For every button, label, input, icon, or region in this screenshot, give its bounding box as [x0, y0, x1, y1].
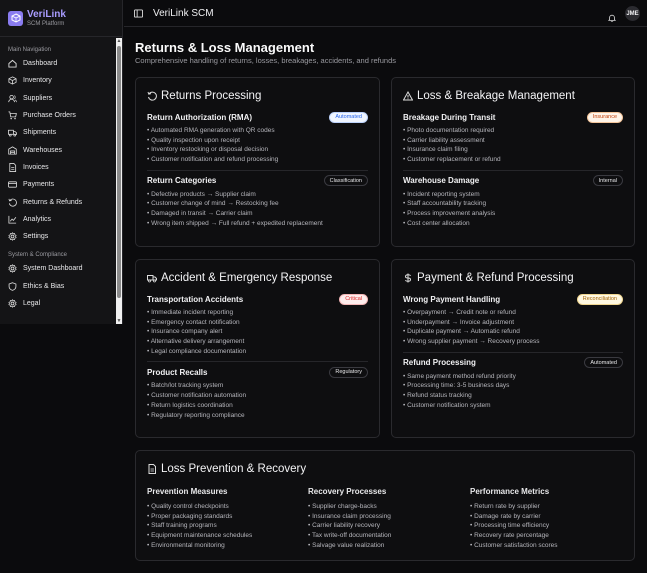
card-title: Loss & Breakage Management [417, 90, 575, 102]
column-title: Recovery Processes [308, 487, 387, 496]
nav-item-label: Settings [23, 233, 49, 241]
list-item: • Proper packaging standards [147, 512, 233, 520]
sidebar-item-warehouses[interactable] [0, 141, 122, 158]
nav-item-label: Shipments [23, 129, 57, 137]
section-title: Breakage During Transit [403, 112, 496, 122]
home-icon [8, 59, 17, 68]
truck-icon [147, 273, 157, 283]
list-item: • Underpayment → Invoice adjustment [403, 318, 515, 326]
list-item: • Cost center allocation [403, 219, 470, 227]
topbar [124, 0, 647, 27]
gear-icon [8, 232, 17, 241]
shield-icon [8, 282, 17, 291]
status-badge: Critical [339, 294, 368, 305]
recovery-processes-column [308, 487, 458, 550]
nav-item-label: Dashboard [23, 60, 58, 68]
nav-item-label: Warehouses [23, 146, 63, 154]
nav-item-label: Returns & Refunds [23, 198, 83, 206]
list-item: • Damaged in transit → Carrier claim [147, 210, 253, 218]
card-title: Payment & Refund Processing [417, 272, 574, 284]
divider [403, 352, 623, 353]
card-title: Returns Processing [161, 90, 262, 102]
sidebar-item-invoices[interactable] [0, 159, 122, 176]
list-item: • Carrier liability recovery [308, 522, 380, 530]
list-item: • Regulatory reporting compliance [147, 411, 245, 419]
list-item: • Insurance company alert [147, 328, 223, 336]
status-badge: Automated [329, 112, 368, 123]
bullet-list [403, 190, 623, 229]
bullet-list [403, 308, 623, 347]
file-icon [8, 163, 17, 172]
list-item: • Quality inspection upon receipt [147, 136, 240, 144]
list-item: • Customer replacement or refund [403, 156, 501, 164]
section-title: Warehouse Damage [403, 176, 480, 186]
gear-icon [8, 299, 17, 308]
bullet-list [147, 308, 368, 356]
nav-item-label: Purchase Orders [23, 112, 76, 120]
scroll-down-arrow[interactable]: ▼ [116, 318, 122, 324]
list-item: • Same payment method refund priority [403, 372, 516, 380]
sidebar-item-dashboard[interactable] [0, 55, 122, 72]
rotate-icon [8, 198, 17, 207]
sidebar-item-payments[interactable] [0, 176, 122, 193]
nav-section-main: Main Navigation [8, 47, 52, 53]
divider [147, 361, 368, 362]
section-title: Product Recalls [147, 367, 208, 377]
sidebar-item-analytics[interactable] [0, 211, 122, 228]
scroll-up-arrow[interactable]: ▲ [116, 38, 122, 44]
column-title: Performance Metrics [470, 487, 550, 496]
sidebar-item-ethics-bias[interactable] [0, 278, 122, 295]
section-title: Return Authorization (RMA) [147, 112, 253, 122]
brand-subtitle: SCM Platform [27, 20, 65, 27]
list-item: • Environmental monitoring [147, 541, 225, 549]
list-item: • Customer notification and refund processing [147, 156, 279, 164]
status-badge: Insurance [587, 112, 623, 123]
bullet-list [147, 190, 368, 229]
list-item: • Customer notification automation [147, 392, 247, 400]
payment-refund-card [391, 259, 635, 438]
list-item: • Incident reporting system [403, 190, 480, 198]
brand-title: VeriLink [27, 8, 66, 20]
status-badge: Classification [324, 175, 368, 186]
warehouse-icon [8, 146, 17, 155]
sidebar [0, 0, 123, 324]
list-item: • Process improvement analysis [403, 210, 496, 218]
sidebar-scrollbar[interactable] [116, 38, 122, 324]
bullet-list [147, 381, 368, 420]
sidebar-toggle-icon[interactable] [134, 9, 143, 18]
nav-item-label: Payments [23, 181, 55, 189]
list-item: • Processing time: 3-5 business days [403, 382, 510, 390]
divider [147, 170, 368, 171]
nav-item-label: System Dashboard [23, 265, 83, 273]
list-item: • Processing time efficiency [470, 522, 550, 530]
scrollbar-thumb[interactable] [117, 46, 121, 298]
avatar[interactable]: JME [625, 6, 640, 21]
performance-metrics-column [470, 487, 620, 550]
nav-section-system: System & Compliance [8, 252, 68, 259]
nav-item-label: Inventory [23, 77, 52, 85]
sidebar-item-suppliers[interactable] [0, 90, 122, 107]
warning-triangle-icon [403, 91, 413, 101]
bullet-list [147, 502, 297, 550]
status-badge: Automated [584, 357, 623, 368]
list-item: • Tax write-off documentation [308, 532, 392, 540]
list-item: • Equipment maintenance schedules [147, 532, 253, 540]
list-item: • Emergency contact notification [147, 318, 240, 326]
bullet-list [403, 126, 623, 165]
nav-item-label: Legal [23, 300, 41, 307]
nav-item-label: Ethics & Bias [23, 282, 65, 290]
chart-icon [8, 215, 17, 224]
page-title: Returns & Loss Management [135, 40, 315, 55]
card-icon [8, 180, 17, 189]
sidebar-item-legal[interactable] [0, 295, 122, 312]
page-subtitle: Comprehensive handling of returns, losses, breakages, accidents, and refunds [135, 56, 396, 65]
list-item: • Quality control checkpoints [147, 503, 229, 510]
loss-prevention-card [135, 450, 635, 561]
status-badge: Reconciliation [577, 294, 623, 305]
prevention-measures-column [147, 487, 297, 550]
list-item: • Immediate incident reporting [147, 309, 234, 316]
sidebar-item-system-dashboard[interactable] [0, 260, 122, 277]
bullet-list [403, 372, 623, 411]
logo-icon [8, 11, 23, 26]
document-icon [147, 464, 157, 474]
nav-item-label: Suppliers [23, 94, 53, 102]
list-item: • Overpayment → Credit note or refund [403, 309, 516, 316]
bullet-list [470, 502, 620, 550]
sidebar-item-shipments[interactable] [0, 124, 122, 141]
list-item: • Carrier liability assessment [403, 136, 485, 144]
column-title: Prevention Measures [147, 487, 228, 496]
section-title: Refund Processing [403, 358, 476, 368]
app-title: VeriLink SCM [153, 7, 214, 19]
rotate-ccw-icon [147, 91, 157, 101]
list-item: • Salvage value realization [308, 541, 385, 549]
list-item: • Alternative delivery arrangement [147, 338, 245, 346]
brand[interactable] [0, 0, 122, 37]
users-icon [8, 94, 17, 103]
section-title: Transportation Accidents [147, 294, 244, 304]
list-item: • Photo documentation required [403, 127, 495, 134]
list-item: • Defective products → Supplier claim [147, 190, 256, 198]
dollar-icon [403, 273, 413, 283]
list-item: • Staff accountability tracking [403, 200, 487, 208]
list-item: • Staff training programs [147, 522, 217, 530]
list-item: • Wrong supplier payment → Recovery process [403, 338, 540, 346]
loss-breakage-card [391, 77, 635, 247]
list-item: • Automated RMA generation with QR codes [147, 127, 275, 134]
list-item: • Batch/lot tracking system [147, 382, 224, 390]
status-badge: Internal [593, 175, 623, 186]
nav-item-label: Invoices [23, 163, 49, 171]
sidebar-item-returns-refunds[interactable] [0, 193, 122, 210]
list-item: • Legal compliance documentation [147, 347, 247, 355]
list-item: • Customer satisfaction scores [470, 541, 558, 549]
cart-icon [8, 111, 17, 120]
truck-icon [8, 128, 17, 137]
gear-icon [8, 264, 17, 273]
list-item: • Inventory restocking or disposal decision [147, 146, 269, 154]
section-title: Return Categories [147, 176, 217, 186]
list-item: • Wrong item shipped → Full refund + expedited replacement [147, 219, 323, 227]
list-item: • Return rate by supplier [470, 503, 540, 510]
sidebar-item-purchase-orders[interactable] [0, 107, 122, 124]
bullet-list [147, 126, 368, 165]
divider [403, 170, 623, 171]
card-title: Accident & Emergency Response [161, 272, 333, 284]
list-item: • Insurance claim filing [403, 146, 468, 154]
status-badge: Regulatory [329, 367, 368, 378]
card-title: Loss Prevention & Recovery [161, 463, 307, 475]
list-item: • Supplier charge-backs [308, 503, 377, 510]
list-item: • Duplicate payment → Automatic refund [403, 328, 520, 336]
sidebar-item-inventory[interactable] [0, 72, 122, 89]
list-item: • Recovery rate percentage [470, 532, 549, 540]
list-item: • Damage rate by carrier [470, 512, 541, 520]
returns-processing-card [135, 77, 380, 247]
list-item: • Customer notification system [403, 401, 491, 409]
list-item: • Customer change of mind → Restocking fee [147, 200, 279, 208]
accident-response-card [135, 259, 380, 438]
bullet-list [308, 502, 458, 550]
sidebar-item-settings[interactable] [0, 228, 122, 245]
section-title: Wrong Payment Handling [403, 294, 501, 304]
bell-icon[interactable] [608, 9, 616, 17]
nav-item-label: Analytics [23, 215, 52, 223]
box-icon [8, 76, 17, 85]
list-item: • Return logistics coordination [147, 401, 233, 409]
list-item: • Insurance claim processing [308, 512, 391, 520]
list-item: • Refund status tracking [403, 392, 472, 400]
